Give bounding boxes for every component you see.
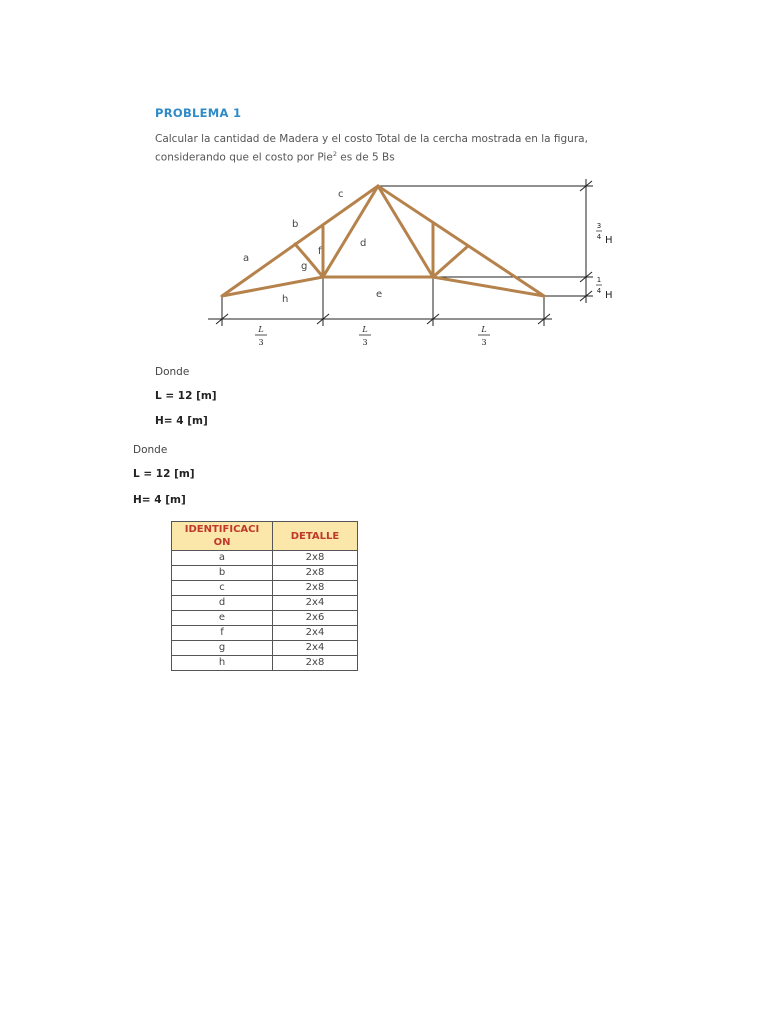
member-right-rafter [378,186,544,296]
given-heading-1: Donde [155,366,190,378]
table-row [172,626,358,641]
table-row [172,581,358,596]
table-row [172,551,358,566]
label-member-d: d [360,238,367,249]
cell-detail: 2x4 [273,641,358,656]
cell-id: d [172,596,273,611]
table-row [172,641,358,656]
label-member-e: e [376,289,383,300]
given-H-2: H= 4 [m] [133,494,186,506]
label-member-b: b [292,219,299,230]
member-a-b-rafter [222,186,378,296]
given-L-2: L = 12 [m] [133,468,195,480]
height-lower-den: 4 [596,287,602,295]
header-identificacion: IDENTIFICACI ON [172,522,273,551]
height-upper-den: 4 [596,233,602,241]
cell-id: h [172,656,273,671]
span-label-2-den: 3 [362,338,368,347]
cell-id: g [172,641,273,656]
table-row [172,611,358,626]
height-lower-num: 1 [596,276,602,284]
member-right-web [433,246,468,277]
label-member-f: f [318,246,322,257]
table-row [172,566,358,581]
table-row [172,596,358,611]
height-upper-symbol: H [605,235,613,246]
cell-detail: 2x6 [273,611,358,626]
cell-detail: 2x8 [273,581,358,596]
cell-id: a [172,551,273,566]
span-label-3-den: 3 [481,338,487,347]
cell-id: f [172,626,273,641]
statement-line-2: considerando que el costo por Pie [155,151,333,164]
cell-detail: 2x4 [273,626,358,641]
member-left-brace [295,244,308,259]
label-member-h: h [282,294,289,305]
statement-line-2-end: es de 5 Bs [336,151,395,164]
truss-figure [200,175,630,360]
cell-detail: 2x8 [273,551,358,566]
cell-id: e [172,611,273,626]
label-member-c: c [338,189,344,200]
table-row [172,656,358,671]
cell-detail: 2x8 [273,566,358,581]
given-heading-2: Donde [133,444,168,456]
cell-detail: 2x4 [273,596,358,611]
statement-line-1: Calcular la cantidad de Madera y el costo Total de la cercha mostrada en la figura, [155,133,588,145]
height-lower-symbol: H [605,290,613,301]
span-label-1-num: L [258,325,264,334]
member-detail-table [171,521,358,671]
label-member-a: a [243,253,250,264]
given-L-1: L = 12 [m] [155,390,217,402]
problem-title: PROBLEMA 1 [155,106,242,120]
cell-detail: 2x8 [273,656,358,671]
truss-members [222,186,544,296]
member-g-left-web [308,259,323,277]
problem-statement [155,132,625,166]
given-H-1: H= 4 [m] [155,415,208,427]
height-upper-num: 3 [596,222,602,230]
span-label-3-num: L [481,325,487,334]
superscript-2: 2 [332,150,337,158]
member-right-diagonal [378,186,433,277]
span-label-1-den: 3 [258,338,264,347]
header-detalle: DETALLE [273,522,358,551]
table-header-row [172,522,358,551]
cell-id: c [172,581,273,596]
span-label-2-num: L [362,325,368,334]
label-member-g: g [301,261,308,272]
cell-id: b [172,566,273,581]
member-d-left-diagonal [323,186,378,277]
